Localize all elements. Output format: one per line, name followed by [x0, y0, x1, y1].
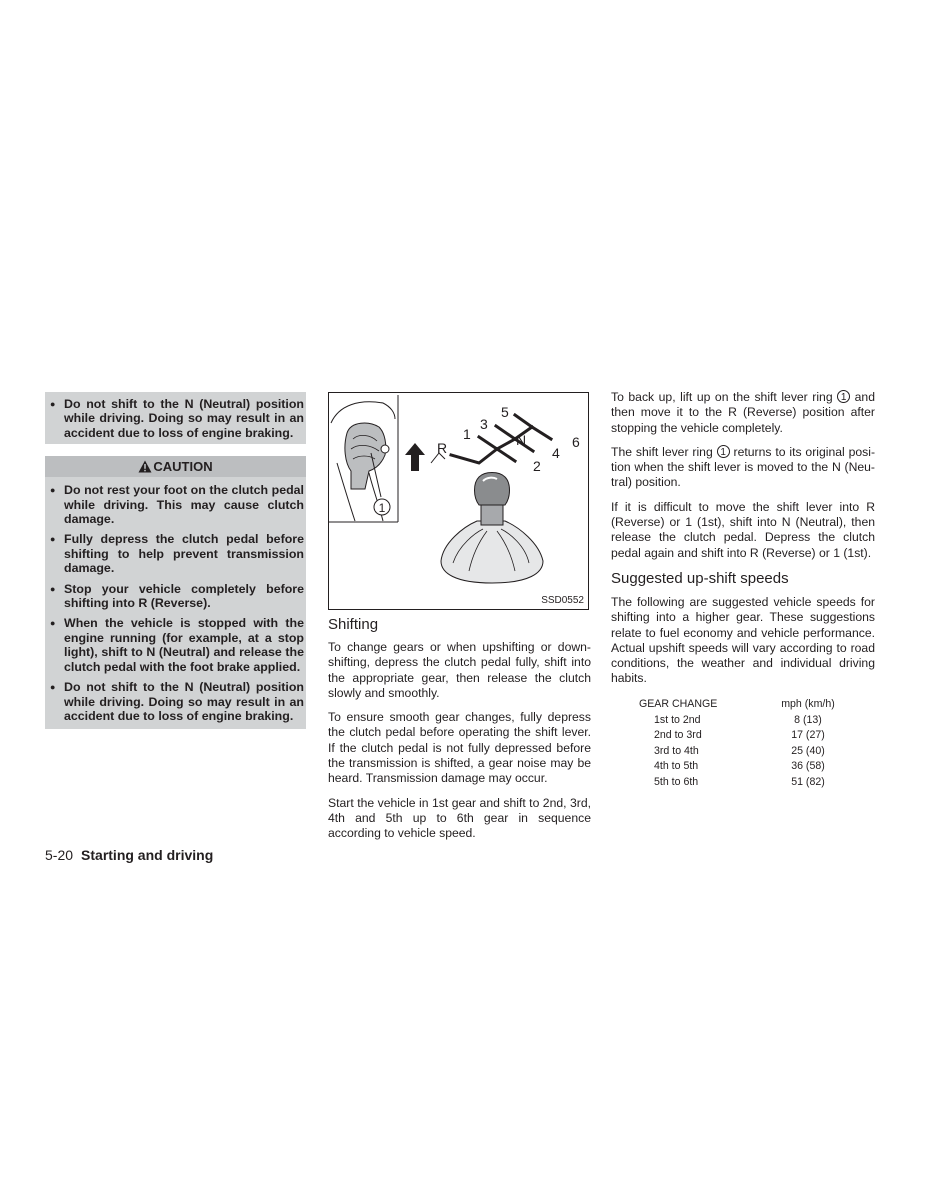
warning-list	[47, 397, 304, 440]
gear-label-1: 1	[463, 426, 471, 442]
figure-code: SSD0552	[541, 595, 584, 606]
difficulty-paragraph: If it is difficult to move the shift lever into R (Reverse) or 1 (1st), shift into N (Neutral), then release the clutch pedal. Depress the clutch pedal again and shift into R (Reverse) or 1 (1st).	[611, 499, 875, 560]
caution-item: ● Stop your vehicle completely before shifting into R (Reverse).	[47, 582, 304, 611]
caution-box	[45, 456, 306, 729]
page-footer	[45, 847, 213, 863]
warning-triangle-icon	[138, 460, 152, 473]
caution-header	[45, 456, 306, 477]
gear-label-2: 2	[533, 458, 541, 474]
table-row: 2nd to 3rd 17 (27)	[654, 729, 825, 741]
reverse-paragraph: To back up, lift up on the shift lever ring 1 and then move it to the R (Reverse) position after stopping the vehicle completely.	[611, 390, 875, 435]
shift-knob-illustration	[441, 473, 543, 584]
caution-title: CAUTION	[153, 459, 213, 475]
table-row: 1st to 2nd 8 (13)	[654, 713, 822, 726]
warning-box	[45, 392, 306, 444]
gear-label-r: R	[437, 440, 448, 456]
column-header-speed: mph (km/h)	[781, 697, 835, 710]
gear-label-5: 5	[501, 404, 509, 420]
caution-item: ● Do not rest your foot on the clutch pedal while driving. This may cause clutch damage.	[47, 483, 304, 526]
callout-number: 1	[378, 501, 386, 515]
shift-pattern-figure	[328, 392, 589, 610]
gear-label-4: 4	[552, 445, 560, 461]
reverse-and-speeds-column	[611, 390, 875, 789]
gear-label-n: N	[516, 432, 527, 448]
page-number: 5-20	[45, 847, 74, 863]
lift-up-arrow-icon	[405, 443, 425, 471]
upshift-heading: Suggested up-shift speeds	[611, 569, 789, 587]
shifting-paragraph: Start the vehicle in 1st gear and shift to 2nd, 3rd, 4th and 5th up to 6th gear in sequence according to vehicle speed.	[328, 795, 591, 841]
hand-on-lever-illustration	[329, 394, 399, 523]
caution-item: ● Fully depress the clutch pedal before shifting to help prevent transmission damage.	[47, 532, 304, 575]
shifting-heading: Shifting	[328, 616, 379, 633]
table-row: 3rd to 4th 25 (40)	[654, 744, 825, 757]
shifting-paragraph: To change gears or when upshifting or down-shifting, depress the clutch pedal fully, shift into the appropriate gear, then release the clutch slowly and smoothly.	[328, 640, 591, 700]
gear-label-6: 6	[572, 434, 580, 450]
caution-item: ● When the vehicle is stopped with the engine running (for example, at a stop light), shift to N (Neutral) and release the clutch pedal with the foot brake applied.	[47, 616, 304, 674]
shifting-paragraph: To ensure smooth gear changes, fully depress the clutch pedal before operating the shift lever. If the clutch pedal is not fully depressed before the transmission is shifted, a gear noise may be heard. Transmission damage may occur.	[328, 710, 591, 786]
upshift-speed-table	[627, 696, 857, 790]
caution-list	[47, 483, 304, 723]
shifting-column	[328, 392, 591, 851]
section-title: Starting and driving	[81, 847, 214, 863]
ring-paragraph: The shift lever ring 1 returns to its original posi-tion when the shift lever is moved to the N (Neu-tral) position.	[611, 444, 876, 490]
table-header-row	[627, 696, 857, 712]
table-row: 4th to 5th 36 (58)	[654, 760, 825, 772]
upshift-paragraph: The following are suggested vehicle speeds for shifting into a higher gear. These suggestions relate to fuel economy and vehicle performance. Actual upshift speeds will vary according to road conditions, the weather and individual driving habits.	[611, 594, 875, 686]
circled-number: 1	[837, 390, 850, 403]
caution-item: ● Do not shift to the N (Neutral) position while driving. Doing so may result in an accident due to loss of engine braking.	[47, 680, 304, 723]
circled-number: 1	[717, 445, 730, 458]
warning-item: ● Do not shift to the N (Neutral) position while driving. Doing so may result in an accident due to loss of engine braking.	[47, 397, 304, 440]
warnings-column	[45, 392, 306, 729]
column-header-gear-change: GEAR CHANGE	[639, 697, 718, 710]
table-row: 5th to 6th 51 (82)	[654, 775, 825, 788]
gear-label-3: 3	[480, 416, 488, 432]
